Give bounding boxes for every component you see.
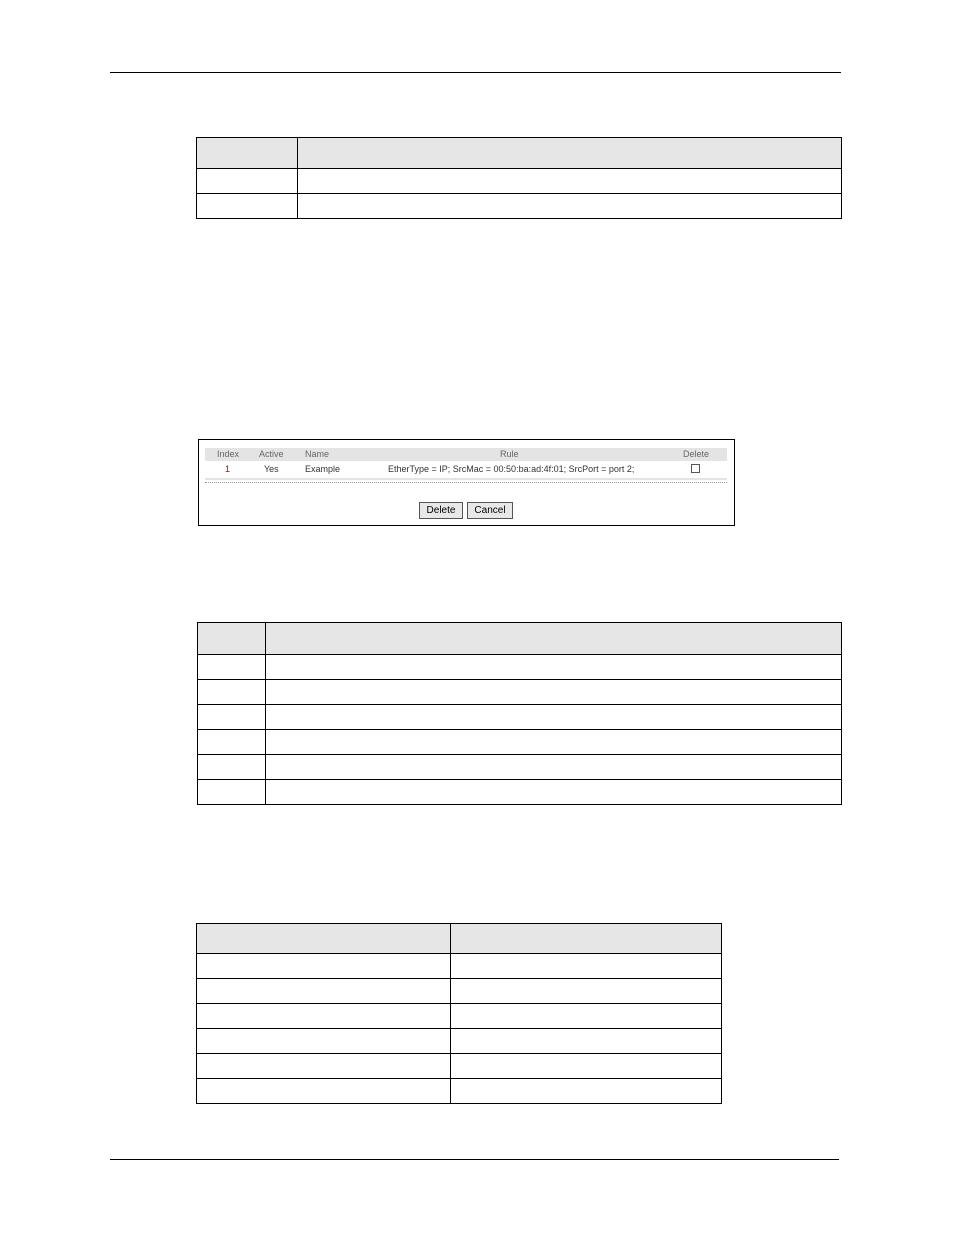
table-header-row	[197, 924, 722, 954]
table-header-row	[197, 138, 842, 169]
rule-value: EtherType = IP; SrcMac = 00:50:ba:ad:4f:01; SrcPort = port 2;	[388, 464, 635, 474]
header-rule	[110, 72, 841, 73]
index-link[interactable]: 1	[225, 464, 231, 474]
table-row	[197, 1004, 722, 1029]
divider	[205, 482, 727, 483]
table-row	[198, 755, 842, 780]
table-one	[196, 137, 842, 219]
delete-header: Delete	[683, 449, 710, 459]
table-row	[198, 705, 842, 730]
table-row	[197, 1054, 722, 1079]
table-row	[198, 680, 842, 705]
table-row	[197, 954, 722, 979]
active-value: Yes	[264, 464, 279, 474]
name-header: Name	[305, 449, 330, 459]
active-header: Active	[259, 449, 284, 459]
table-row	[198, 780, 842, 805]
table-row	[197, 1029, 722, 1054]
list-header	[205, 448, 727, 461]
classifier-list-screenshot	[198, 439, 735, 526]
footer-rule	[110, 1159, 839, 1160]
index-header: Index	[217, 449, 240, 459]
table-row	[197, 169, 842, 194]
table-row	[197, 194, 842, 219]
name-value: Example	[305, 464, 341, 474]
table-three	[196, 923, 722, 1104]
divider	[205, 478, 727, 480]
delete-button[interactable]: Delete	[419, 502, 463, 519]
rule-header: Rule	[500, 449, 519, 459]
table-row	[198, 730, 842, 755]
table-two	[197, 622, 842, 805]
table-row	[197, 1079, 722, 1104]
table-header-row	[198, 623, 842, 655]
delete-checkbox[interactable]	[691, 464, 700, 473]
list-item	[205, 463, 727, 476]
table-row	[197, 979, 722, 1004]
cancel-button[interactable]: Cancel	[467, 502, 513, 519]
table-row	[198, 655, 842, 680]
